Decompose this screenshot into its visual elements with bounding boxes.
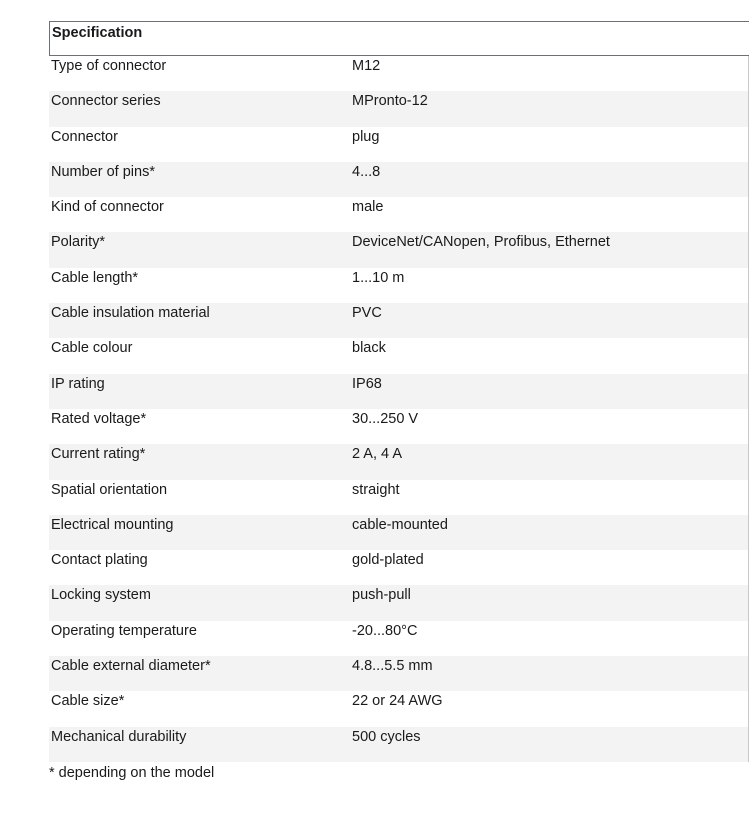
table-header: Specification (49, 21, 749, 56)
table-row (49, 303, 748, 338)
row-value: 2 A, 4 A (352, 446, 402, 463)
row-value: -20...80°C (352, 622, 418, 639)
row-value: MPronto-12 (352, 93, 428, 110)
table-row (49, 727, 748, 762)
table-row (49, 374, 748, 409)
row-label: IP rating (51, 375, 105, 392)
row-value: DeviceNet/CANopen, Profibus, Ethernet (352, 234, 610, 251)
row-value: gold-plated (352, 552, 424, 569)
row-label: Kind of connector (51, 199, 164, 216)
row-label: Electrical mounting (51, 516, 174, 533)
table-row (49, 656, 748, 691)
row-label: Connector (51, 128, 118, 145)
table-row (49, 232, 748, 267)
table-row (49, 621, 748, 656)
row-label: Polarity* (51, 234, 105, 251)
row-value: 4...8 (352, 163, 381, 180)
row-label: Operating temperature (51, 622, 197, 639)
row-value: 22 or 24 AWG (352, 693, 443, 710)
row-label: Locking system (51, 587, 151, 604)
row-label: Spatial orientation (51, 481, 168, 498)
row-label: Mechanical durability (51, 728, 187, 745)
table-row (49, 550, 748, 585)
row-value: push-pull (352, 587, 411, 604)
table-row (49, 691, 748, 726)
row-value: plug (352, 128, 380, 145)
row-label: Cable colour (51, 340, 133, 357)
table-row (49, 585, 748, 620)
table-row (49, 127, 748, 162)
row-value: 500 cycles (352, 728, 421, 745)
row-value: PVC (352, 305, 382, 322)
row-label: Cable insulation material (51, 305, 210, 322)
row-label: Cable length* (51, 269, 139, 286)
specification-table (49, 21, 749, 762)
row-label: Contact plating (51, 552, 148, 569)
row-value: IP68 (352, 375, 382, 392)
row-label: Number of pins* (51, 163, 155, 180)
row-value: 30...250 V (352, 410, 419, 427)
row-label: Type of connector (51, 58, 167, 74)
row-value: 4.8...5.5 mm (352, 658, 433, 675)
table-row (49, 56, 748, 91)
table-row (49, 480, 748, 515)
footnote: * depending on the model (49, 765, 215, 781)
table-row (49, 444, 748, 479)
table-row (49, 162, 748, 197)
row-label: Connector series (51, 93, 161, 110)
row-value: straight (352, 481, 400, 498)
table-row (49, 197, 748, 232)
row-label: Current rating* (51, 446, 146, 463)
table-row (49, 515, 748, 550)
row-value: M12 (352, 58, 381, 74)
row-value: cable-mounted (352, 516, 448, 533)
row-label: Cable size* (51, 693, 125, 710)
row-value: male (352, 199, 384, 216)
table-row (49, 268, 748, 303)
row-value: black (352, 340, 386, 357)
row-value: 1...10 m (352, 269, 405, 286)
table-row (49, 409, 748, 444)
table-body (49, 56, 749, 762)
row-label: Cable external diameter* (51, 658, 211, 675)
row-label: Rated voltage* (51, 410, 147, 427)
table-row (49, 91, 748, 126)
table-row (49, 338, 748, 373)
